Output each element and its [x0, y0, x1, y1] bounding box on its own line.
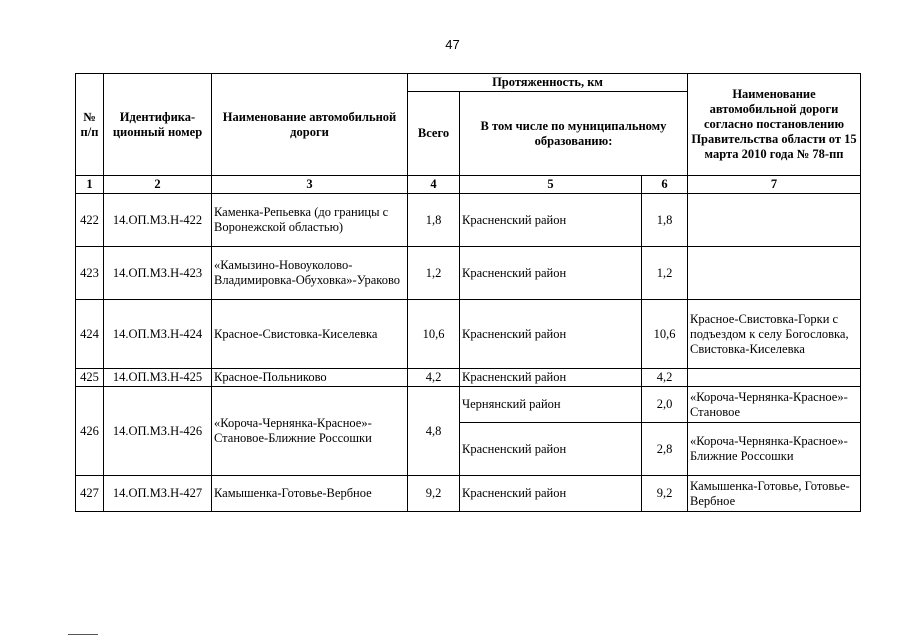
- row-length: 1,2: [642, 247, 688, 300]
- column-number: 2: [104, 176, 212, 194]
- row-district: Красненский район: [460, 369, 642, 387]
- header-road-name: Наименование автомобильной дороги: [212, 74, 408, 176]
- row-total: 1,2: [408, 247, 460, 300]
- table-row: [76, 476, 861, 512]
- row-road-name: Красное-Свистовка-Киселевка: [212, 300, 408, 369]
- row-total: 1,8: [408, 194, 460, 247]
- row-resolution-name: «Короча-Чернянка-Красное»-Ближние Россошки: [688, 423, 861, 476]
- table-row: [76, 369, 861, 387]
- table-header: [76, 74, 861, 194]
- row-id: 14.ОП.МЗ.Н-425: [104, 369, 212, 387]
- header-num: № п/п: [76, 74, 104, 176]
- row-total: 4,2: [408, 369, 460, 387]
- header-length: Протяженность, км: [408, 74, 688, 92]
- row-num: 422: [76, 194, 104, 247]
- header-including: В том числе по муниципальному образованию:: [460, 92, 688, 176]
- row-num: 423: [76, 247, 104, 300]
- table-row: [76, 247, 861, 300]
- row-road-name: Красное-Польниково: [212, 369, 408, 387]
- header-resolution-name: Наименование автомобильной дороги согласно постановлению Правительства области от 15 марта 2010 года № 78-пп: [688, 74, 861, 176]
- row-length: 1,8: [642, 194, 688, 247]
- row-resolution-name: «Короча-Чернянка-Красное»-Становое: [688, 387, 861, 423]
- row-length: 10,6: [642, 300, 688, 369]
- column-number: 6: [642, 176, 688, 194]
- row-resolution-name: Камышенка-Готовье, Готовье-Вербное: [688, 476, 861, 512]
- row-road-name: «Короча-Чернянка-Красное»-Становое-Ближние Россошки: [212, 387, 408, 476]
- table-row: [76, 387, 861, 423]
- row-id: 14.ОП.МЗ.Н-422: [104, 194, 212, 247]
- column-number: 1: [76, 176, 104, 194]
- column-number: 5: [460, 176, 642, 194]
- row-num: 427: [76, 476, 104, 512]
- row-length: 9,2: [642, 476, 688, 512]
- table-row: [76, 300, 861, 369]
- column-number: 3: [212, 176, 408, 194]
- column-number: 4: [408, 176, 460, 194]
- row-total: 9,2: [408, 476, 460, 512]
- header-total: Всего: [408, 92, 460, 176]
- header-id: Идентифика-ционный номер: [104, 74, 212, 176]
- row-id: 14.ОП.МЗ.Н-424: [104, 300, 212, 369]
- row-num: 424: [76, 300, 104, 369]
- row-district: Чернянский район: [460, 387, 642, 423]
- row-district: Красненский район: [460, 476, 642, 512]
- row-district: Красненский район: [460, 194, 642, 247]
- row-total: 4,8: [408, 387, 460, 476]
- row-road-name: Камышенка-Готовье-Вербное: [212, 476, 408, 512]
- row-resolution-name: [688, 369, 861, 387]
- row-district: Красненский район: [460, 300, 642, 369]
- row-id: 14.ОП.МЗ.Н-426: [104, 387, 212, 476]
- table-body: [76, 194, 861, 512]
- row-district: Красненский район: [460, 247, 642, 300]
- row-total: 10,6: [408, 300, 460, 369]
- row-road-name: «Камызино-Новоуколово-Владимировка-Обуховка»-Ураково: [212, 247, 408, 300]
- row-num: 426: [76, 387, 104, 476]
- row-district: Красненский район: [460, 423, 642, 476]
- column-numbers-row: [76, 176, 861, 194]
- footer-divider: [68, 634, 98, 635]
- row-road-name: Каменка-Репьевка (до границы с Воронежской областью): [212, 194, 408, 247]
- row-length: 2,8: [642, 423, 688, 476]
- row-resolution-name: [688, 194, 861, 247]
- row-length: 2,0: [642, 387, 688, 423]
- row-id: 14.ОП.МЗ.Н-427: [104, 476, 212, 512]
- row-length: 4,2: [642, 369, 688, 387]
- column-number: 7: [688, 176, 861, 194]
- row-id: 14.ОП.МЗ.Н-423: [104, 247, 212, 300]
- row-num: 425: [76, 369, 104, 387]
- page-number: 47: [445, 37, 460, 52]
- roads-table: [75, 73, 861, 512]
- row-resolution-name: [688, 247, 861, 300]
- table-row: [76, 194, 861, 247]
- row-resolution-name: Красное-Свистовка-Горки с подъездом к селу Богословка, Свистовка-Киселевка: [688, 300, 861, 369]
